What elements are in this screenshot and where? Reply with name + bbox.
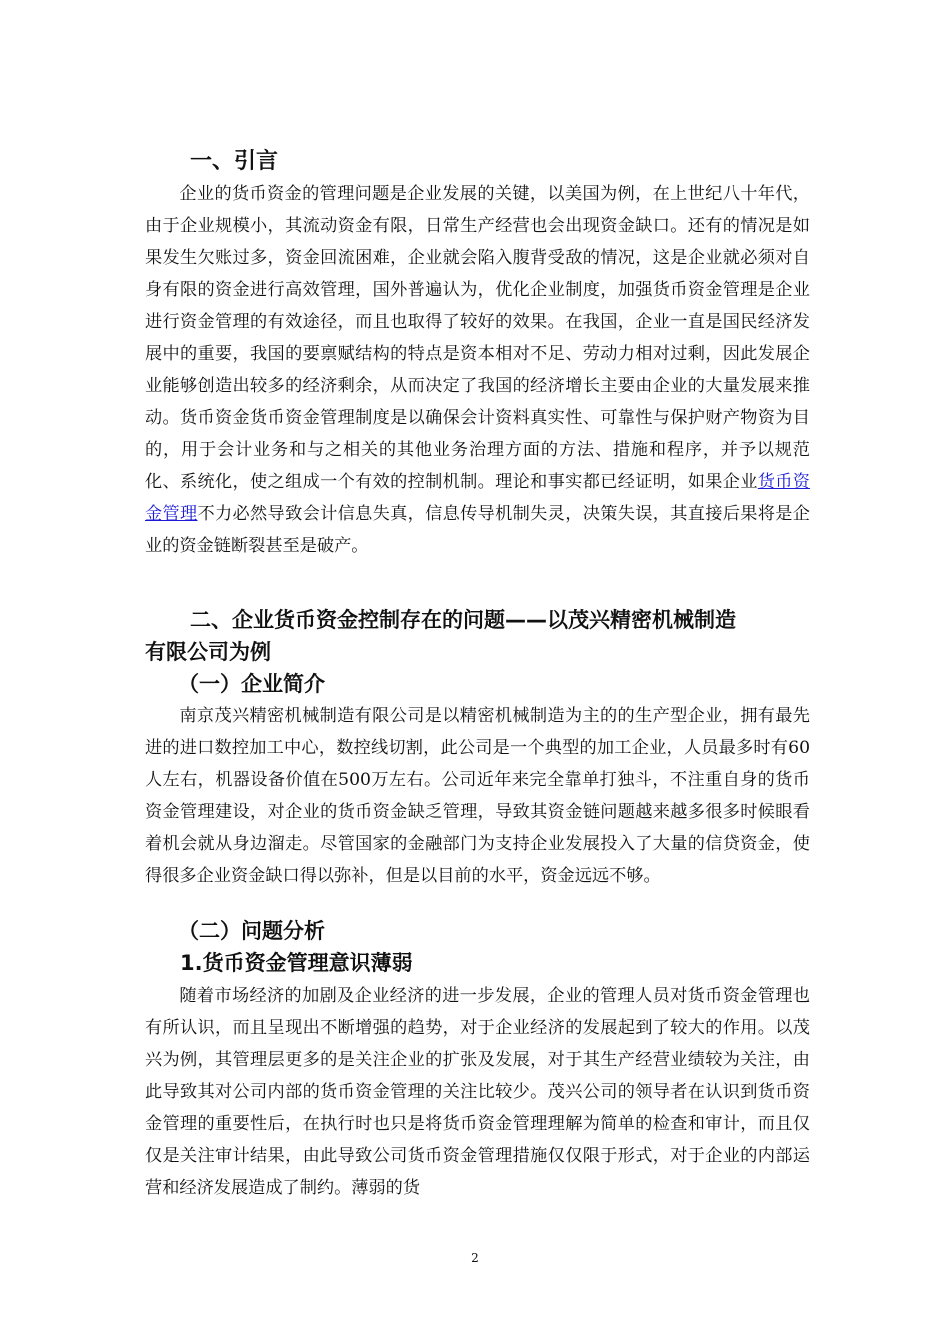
section-2-heading-line-2: 有限公司为例 — [145, 640, 271, 664]
section-1-text-after-link: 不力必然导致会计信息失真，信息传导机制失灵，决策失误，其直接后果将是企业的资金链断裂甚至是破产。 — [145, 504, 810, 556]
page-number: 2 — [471, 1251, 479, 1265]
section-1-text-before-link: 企业的货币资金的管理问题是企业发展的关键，以美国为例，在上世纪八十年代，由于企业规模小，其流动资金有限，日常生产经营也会出现资金缺口。还有的情况是如果发生欠账过多，资金回流困难，企业就会陷入腹背受敌的情况，这是企业就必须对自身有限的资金进行高效管理，国外普遍认为，优化企业制度，加强货币资金管理是企业进行资金管理的有效途径，而且也取得了较好的效果。在我国，企业一直是国民经济发展中的重要，我国的要禀赋结构的特点是资本相对不足、劳动力相对过剩，因此发展企业能够创造出较多的经济剩余，从而决定了我国的经济增长主要由企业的大量发展来推动。货币资金货币资金管理制度是以确保会计资料真实性、可靠性与保护财产物资为目的，用于会计业务和与之相关的其他业务治理方面的方法、措施和程序，并予以规范化、系统化，使之组成一个有效的控制机制。理论和事实都已经证明，如果企业 — [145, 184, 810, 492]
problem-1-paragraph: 随着市场经济的加剧及企业经济的进一步发展，企业的管理人员对货币资金管理也有所认识，而且呈现出不断增强的趋势，对于企业经济的发展起到了较大的作用。以茂兴为例，其管理层更多的是关注企业的扩张及发展，对于其生产经营业绩较为关注，由此导致其对公司内部的货币资金管理的关注比较少。茂兴公司的领导者在认识到货币资金管理的重要性后，在执行时也只是将货币资金管理理解为简单的检查和审计，而且仅仅是关注审计结果，由此导致公司货币资金管理措施仅仅限于形式，对于企业的内部运营和经济发展造成了制约。薄弱的货 — [145, 986, 810, 1198]
section-2-heading-line-1: 二、企业货币资金控制存在的问题——以茂兴精密机械制造 — [190, 608, 736, 632]
problem-1-heading: 1.货币资金管理意识薄弱 — [180, 951, 413, 975]
company-intro-paragraph: 南京茂兴精密机械制造有限公司是以精密机械制造为主的的生产型企业，拥有最先进的进口数控加工中心，数控线切割，此公司是一个典型的加工企业，人员最多时有60人左右，机器设备价值在500万左右。公司近年来完全靠单打独斗，不注重自身的货币资金管理建设，对企业的货币资金缺乏管理，导致其资金链问题越来越多很多时候眼看着机会就从身边溜走。尽管国家的金融部门为支持企业发展投入了大量的信贷资金，使得很多企业资金缺口得以弥补，但是以目前的水平，资金远远不够。 — [145, 706, 810, 886]
section-1-heading: 一、引言 — [190, 149, 279, 174]
subsection-company-intro-heading: （一）企业简介 — [178, 672, 325, 696]
subsection-problem-analysis-heading: （二）问题分析 — [178, 919, 325, 943]
link-currency-fund-management[interactable]: 货币资金管理 — [145, 472, 810, 524]
section-1-paragraph — [145, 178, 810, 562]
